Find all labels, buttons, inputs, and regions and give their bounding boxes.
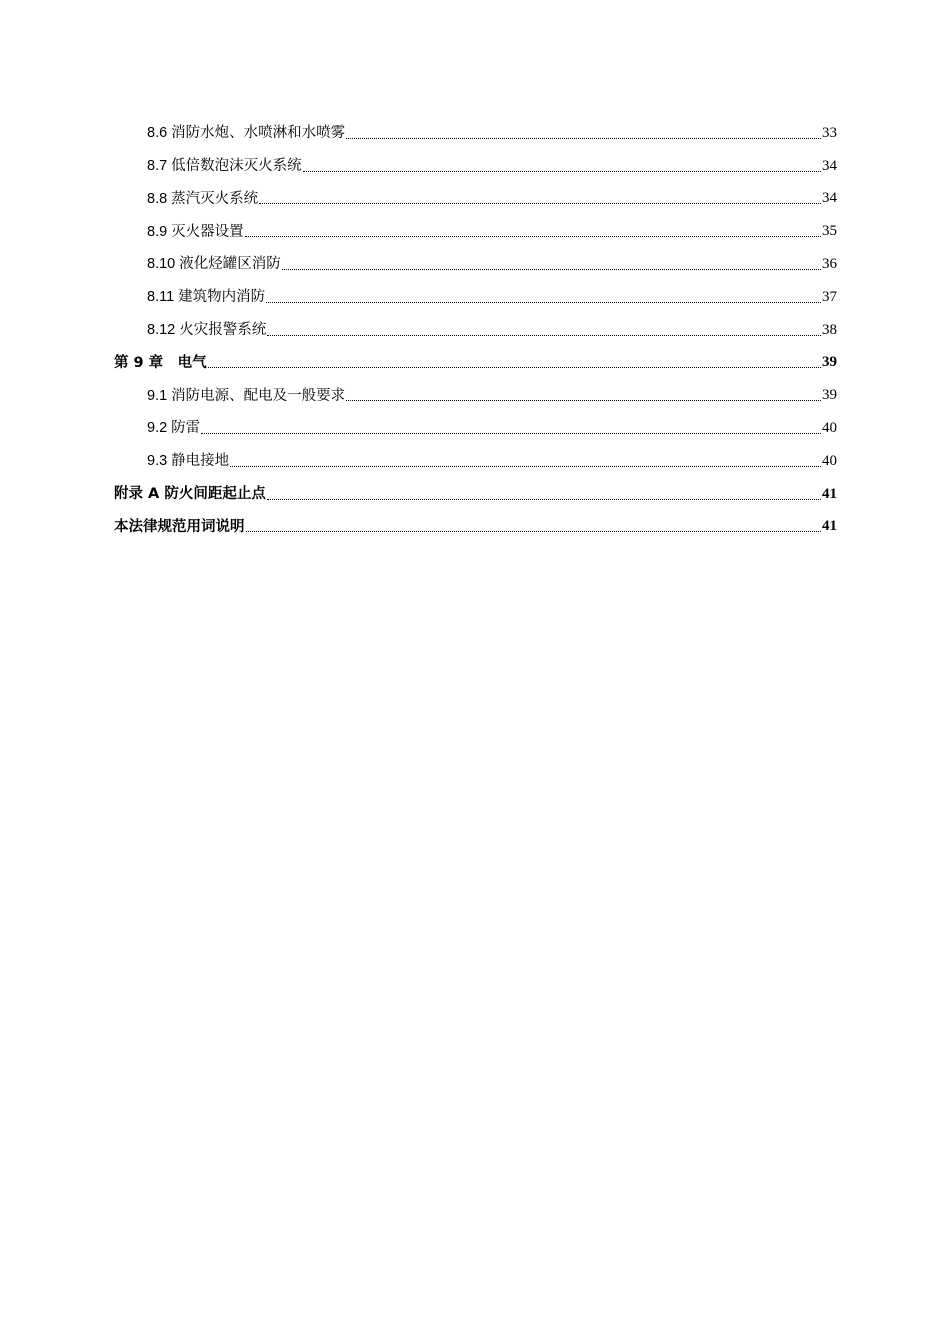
toc-entry-number: 9.2 xyxy=(147,420,168,437)
toc-entry-title: 消防电源、配电及一般要求 xyxy=(171,387,346,404)
table-of-contents xyxy=(114,108,837,534)
toc-entry-number: 8.11 xyxy=(147,289,175,306)
toc-entry-8-8[interactable] xyxy=(114,174,837,207)
toc-entry-page: 40 xyxy=(822,419,837,436)
toc-entry-9-3[interactable] xyxy=(114,436,837,469)
toc-entry-title: 附录 A 防火间距起止点 xyxy=(114,486,266,503)
toc-entry-8-12[interactable] xyxy=(114,305,837,338)
toc-dot-leader xyxy=(303,171,821,172)
toc-entry-page: 35 xyxy=(822,223,837,240)
toc-dot-leader xyxy=(267,499,821,500)
toc-dot-leader xyxy=(230,466,821,467)
toc-entry-8-6[interactable] xyxy=(114,108,837,141)
toc-entry-number: 8.6 xyxy=(147,125,168,142)
toc-entry-page: 39 xyxy=(822,387,837,404)
toc-entry-title: 静电接地 xyxy=(171,453,230,470)
toc-entry-number: 8.12 xyxy=(147,322,176,339)
toc-entry-page: 39 xyxy=(822,354,837,371)
toc-entry-8-9[interactable] xyxy=(114,206,837,239)
toc-dot-leader xyxy=(208,367,821,368)
toc-entry-title: 第 9 章 电气 xyxy=(114,354,207,371)
toc-entry-title: 本法律规范用词说明 xyxy=(114,518,245,535)
toc-entry-number: 9.3 xyxy=(147,453,168,470)
toc-dot-leader xyxy=(346,138,821,139)
toc-entry-page: 41 xyxy=(822,518,837,535)
toc-entry-page: 41 xyxy=(822,485,837,502)
toc-entry-8-10[interactable] xyxy=(114,239,837,272)
toc-dot-leader xyxy=(245,236,821,237)
toc-entry-title: 液化烃罐区消防 xyxy=(179,256,281,273)
toc-entry-8-11[interactable] xyxy=(114,272,837,305)
toc-entry-8-7[interactable] xyxy=(114,141,837,174)
toc-dot-leader xyxy=(346,400,821,401)
toc-entry-page: 37 xyxy=(822,288,837,305)
toc-entry-page: 34 xyxy=(822,190,837,207)
toc-entry-page: 40 xyxy=(822,452,837,469)
toc-entry-chapter-9[interactable] xyxy=(114,338,837,371)
toc-entry-number: 8.9 xyxy=(147,223,168,240)
toc-entry-title: 建筑物内消防 xyxy=(178,289,266,306)
toc-entry-title: 消防水炮、水喷淋和水喷雾 xyxy=(171,125,346,142)
toc-entry-9-2[interactable] xyxy=(114,403,837,436)
toc-entry-title: 低倍数泡沫灭火系统 xyxy=(171,158,302,175)
toc-dot-leader xyxy=(266,302,821,303)
toc-entry-page: 38 xyxy=(822,321,837,338)
toc-entry-page: 33 xyxy=(822,124,837,141)
toc-entry-title: 灭火器设置 xyxy=(171,223,244,240)
toc-dot-leader xyxy=(267,335,821,336)
toc-dot-leader xyxy=(282,269,821,270)
toc-entry-9-1[interactable] xyxy=(114,370,837,403)
toc-entry-title: 防雷 xyxy=(171,420,201,437)
toc-dot-leader xyxy=(259,203,821,204)
toc-entry-title: 火灾报警系统 xyxy=(179,322,267,339)
toc-entry-terminology[interactable] xyxy=(114,502,837,535)
toc-entry-number: 8.8 xyxy=(147,190,168,207)
toc-entry-title: 蒸汽灭火系统 xyxy=(171,190,259,207)
toc-entry-page: 36 xyxy=(822,255,837,272)
toc-dot-leader xyxy=(246,531,822,532)
toc-entry-number: 8.10 xyxy=(147,256,176,273)
toc-entry-appendix-a[interactable] xyxy=(114,469,837,502)
toc-entry-number: 9.1 xyxy=(147,387,168,404)
toc-entry-page: 34 xyxy=(822,157,837,174)
toc-dot-leader xyxy=(201,433,821,434)
toc-entry-number: 8.7 xyxy=(147,158,168,175)
